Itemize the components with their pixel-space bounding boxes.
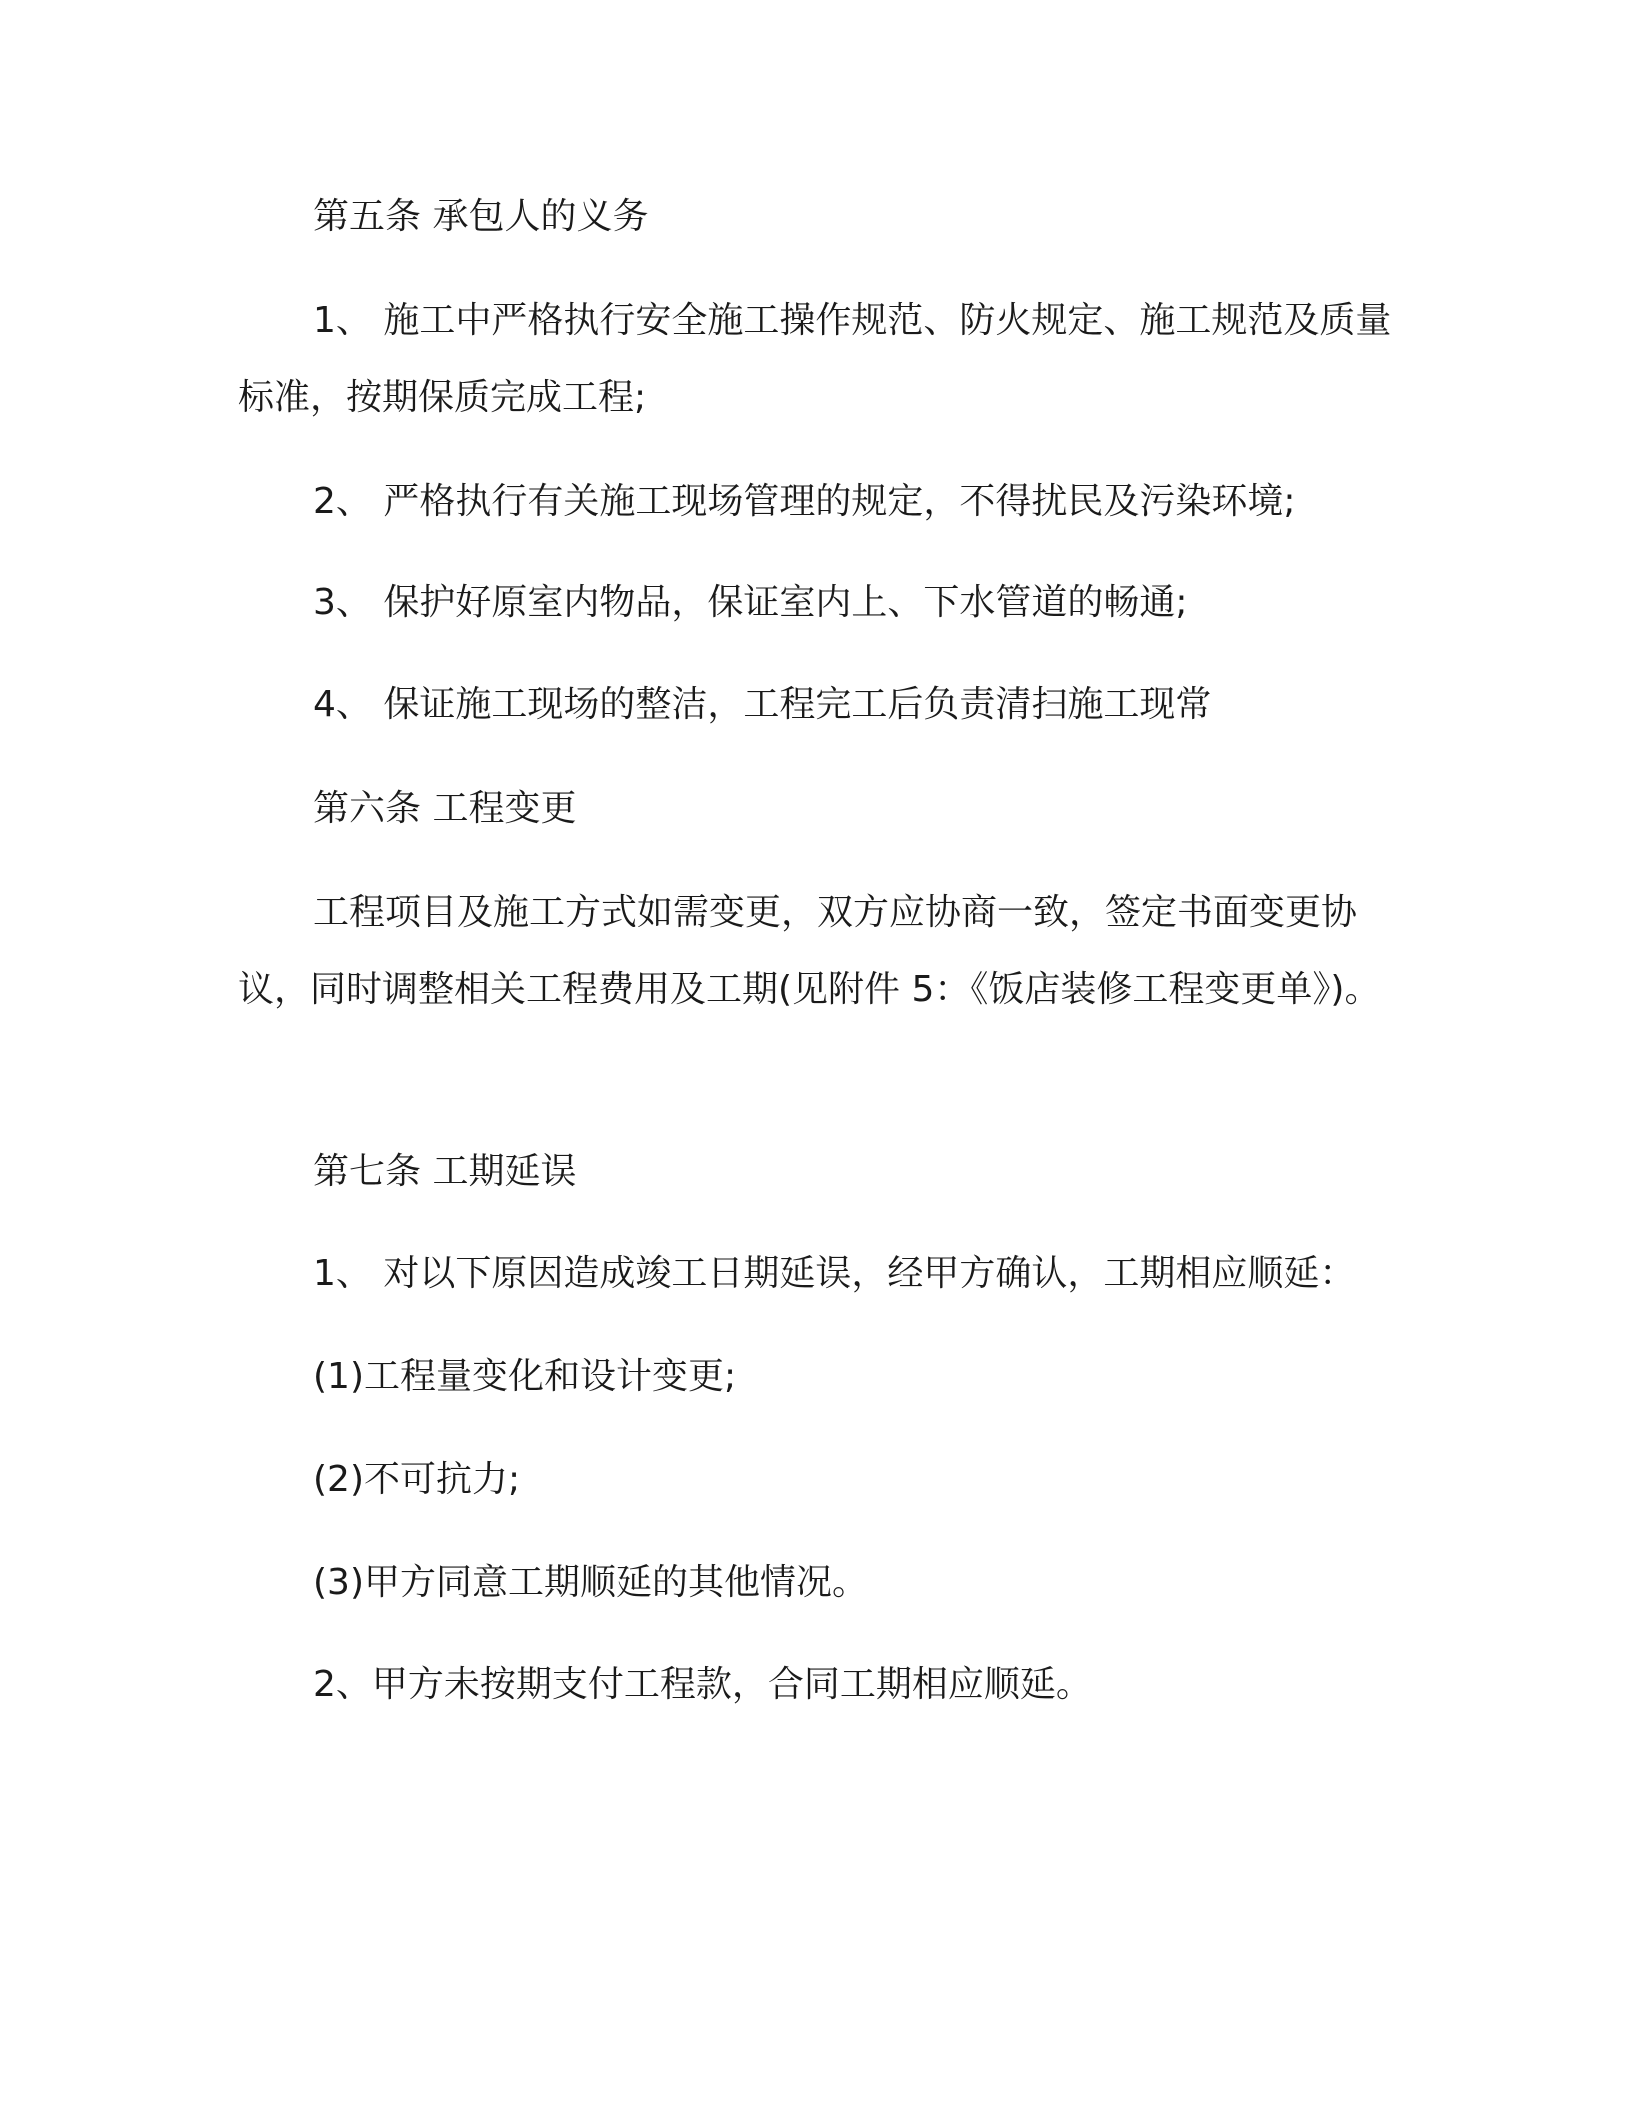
paragraph-5-4: 4、 保证施工现场的整洁，工程完工后负责清扫施工现常: [313, 684, 1212, 725]
section-heading-7: 第七条 工期延误: [313, 1151, 577, 1192]
paragraph-7-1-item-1: (1)工程量变化和设计变更;: [313, 1356, 737, 1397]
paragraph-6-body: 工程项目及施工方式如需变更，双方应协商一致，签定书面变更协议，同时调整相关工程费用及工期(见附件 5：《饭店装修工程变更单》)。: [238, 892, 1381, 1010]
paragraph-7-1-item-3: (3)甲方同意工期顺延的其他情况。: [313, 1562, 868, 1603]
paragraph-7-1: 1、 对以下原因造成竣工日期延误，经甲方确认，工期相应顺延：: [313, 1253, 1356, 1294]
paragraph-5-1: 1、 施工中严格执行安全施工操作规范、防火规定、施工规范及质量标准，按期保质完成工程;: [238, 300, 1392, 418]
paragraph-7-2: 2、甲方未按期支付工程款，合同工期相应顺延。: [313, 1664, 1092, 1705]
section-heading-6: 第六条 工程变更: [313, 788, 577, 829]
paragraph-5-2: 2、 严格执行有关施工现场管理的规定，不得扰民及污染环境;: [313, 481, 1296, 522]
paragraph-5-3: 3、 保护好原室内物品，保证室内上、下水管道的畅通;: [313, 582, 1188, 623]
section-heading-5: 第五条 承包人的义务: [313, 196, 649, 237]
paragraph-7-1-item-2: (2)不可抗力;: [313, 1459, 521, 1500]
